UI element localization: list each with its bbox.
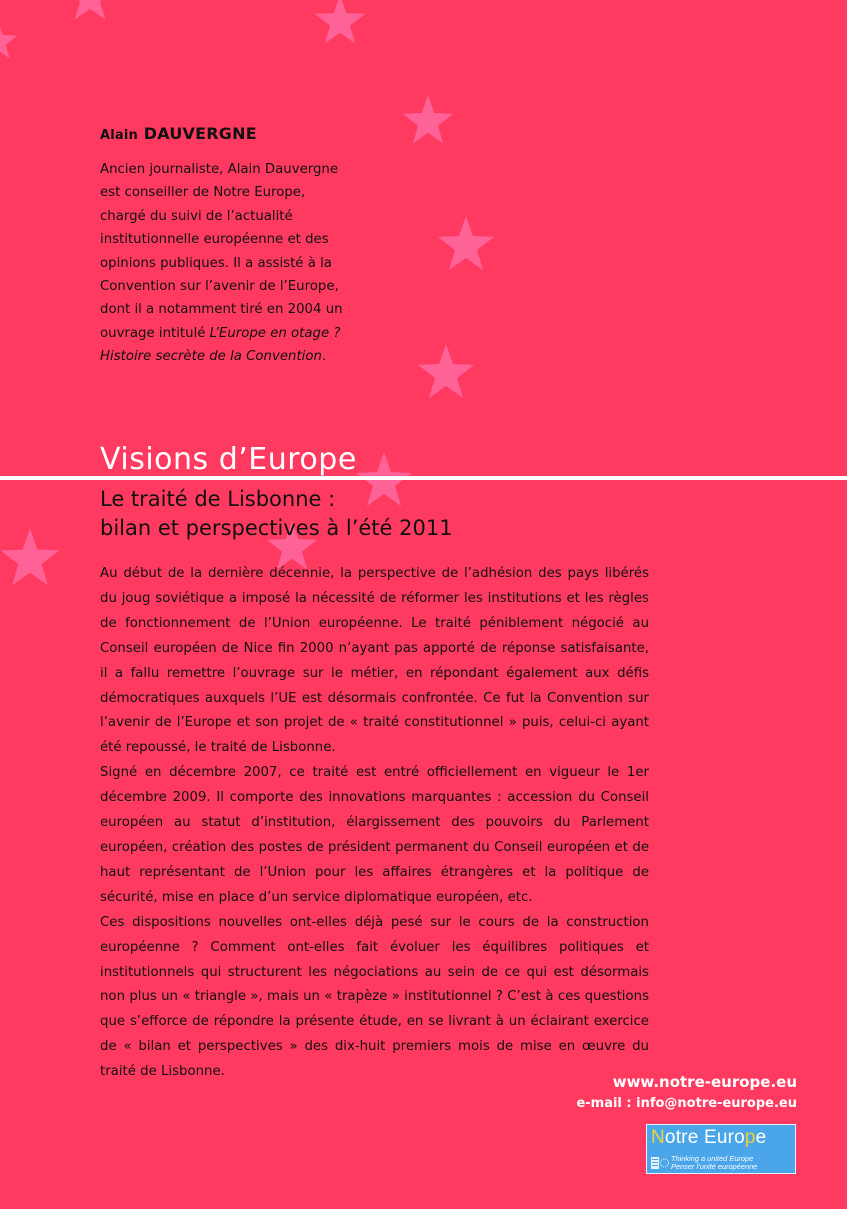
star-icon (65, 0, 115, 20)
star-icon (403, 95, 453, 144)
series-title: Visions d’Europe (100, 442, 357, 477)
book-title: L’Europe en otage ? (209, 325, 341, 341)
bio-line: est conseiller de Notre Europe, (100, 185, 306, 201)
bio-line: opinions publiques. Il a assisté à la (100, 255, 332, 271)
main-title (100, 485, 700, 543)
eu-flag-icon (651, 1157, 669, 1169)
abstract-paragraph: Signé en décembre 2007, ce traité est entré officiellement en vigueur le 1er décembre 2009. Il comporte des innovations marquantes : accession du Conseil européen au statut d’institution, élargissement des pouvoirs du Parlement européen, création des postes de président permanent du Conseil européen et de haut représentant de l’Union pour les affaires étrangères et la politique de sécurité, mise en place d’un service diplomatique européen, etc. (100, 765, 649, 905)
bio-line: chargé du suivi de l’actualité (100, 208, 293, 224)
main-title-line: bilan et perspectives à l’été 2011 (100, 516, 453, 540)
bio-line: institutionnelle européenne et des (100, 232, 329, 248)
logo-tagline-fr: Penser l’unité européenne (671, 1162, 758, 1171)
author-name (100, 124, 257, 143)
notre-europe-logo (646, 1124, 796, 1174)
email-link[interactable]: e-mail : info@notre-europe.eu (576, 1096, 797, 1111)
bio-line: Ancien journaliste, Alain Dauvergne (100, 162, 339, 177)
abstract-paragraph: Ces dispositions nouvelles ont-elles déjà pesé sur le cours de la construction européenne ? Comment ont-elles fait évoluer les équilibres politiques et institutionnels qui structurent les négociations au sein de ce qui est désormais non plus un « triangle », mais un « trapèze » institutionnel ? C’est à ces questions que s’efforce de répondre la présente étude, en se livrant à un éclairant exercice de « bilan et perspectives » des dix-huit premiers mois de mise en œuvre du traité de Lisbonne. (100, 914, 649, 1080)
bio-line: Convention sur l’avenir de l’Europe, (100, 279, 339, 295)
book-title-cont: Histoire secrète de la Convention (100, 349, 322, 365)
main-title-line: Le traité de Lisbonne : (100, 487, 336, 511)
author-bio: Ancien journaliste, Alain Dauvergne est conseiller de Notre Europe, chargé du suivi de l’actualité institutionnelle européenne et des opinions publiques. Il a assisté à la Convention sur l’avenir de l’Europe, dont il a notamment tiré en 2004 un ouvrage intitulé L’Europe en otage ? Histoire secrète de la Convention. (100, 162, 343, 365)
footer-contact (576, 1071, 797, 1115)
star-icon (0, 21, 18, 59)
abstract-paragraph: Au début de la dernière décennie, la perspective de l’adhésion des pays libérés du joug soviétique a imposé la nécessité de réformer les institutions et les règles de fonctionnement de l’Union européenne. Le traité péniblement négocié au Conseil européen de Nice fin 2000 n’ayant pas apporté de réponse satisfaisante, il a fallu remettre l’ouvrage sur le métier, en répondant également aux défis démocratiques auxquels l’UE est désormais confrontée. Ce fut la Convention sur l’avenir de l’Europe et son projet de « traité constitutionnel » puis, celui-ci ayant été repoussé, le traité de Lisbonne. (100, 566, 649, 756)
author-first-name: Alain (100, 128, 139, 143)
star-icon (1, 529, 60, 586)
logo-tagline-en: Thinking a united Europe (671, 1154, 754, 1163)
star-icon (315, 0, 365, 44)
bio-line: dont il a notamment tiré en 2004 un (100, 302, 343, 318)
website-link[interactable]: www.notre-europe.eu (612, 1073, 797, 1091)
star-icon (438, 216, 494, 270)
abstract-body (100, 562, 649, 1085)
bio-line: ouvrage intitulé (100, 325, 210, 341)
author-last-name: DAUVERGNE (143, 124, 257, 143)
logo-wordmark: Notre Europe (651, 1127, 767, 1148)
star-icon (418, 344, 474, 398)
